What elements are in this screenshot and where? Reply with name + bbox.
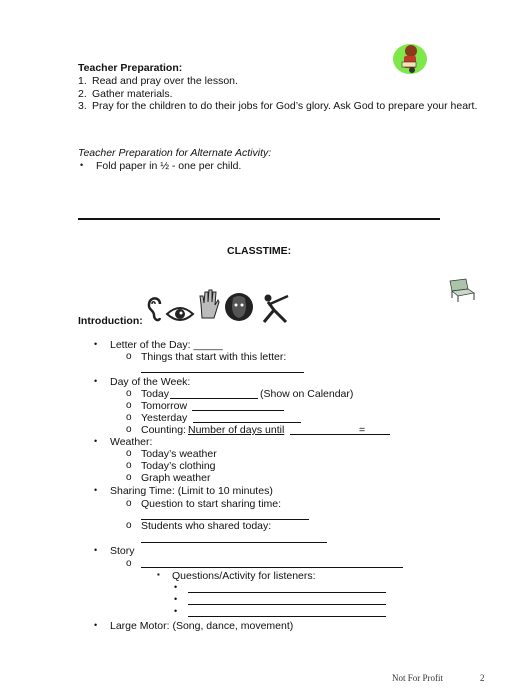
blank-line (188, 616, 386, 617)
sub-bullet-glyph: o (126, 424, 132, 435)
sharing-students: Students who shared today: (141, 520, 272, 532)
child-reading-clipart (392, 40, 428, 76)
sub-bullet-glyph: o (126, 460, 132, 471)
today-note: (Show on Calendar) (260, 388, 354, 400)
teacher-prep-item: 3. Pray for the children to do their jobs for God’s glory. Ask God to prepare your heart. (78, 100, 478, 112)
sub-bullet-glyph: o (126, 520, 132, 531)
blank-line (141, 567, 403, 568)
blank-line (290, 434, 390, 435)
today-label: Today (141, 388, 170, 400)
alt-prep-item: Fold paper in ½ - one per child. (96, 160, 242, 172)
blank-line (170, 398, 258, 399)
weather-item: Today’s clothing (141, 460, 216, 472)
weather-label: Weather: (110, 436, 153, 448)
bullet-glyph: • (94, 339, 98, 349)
sub-bullet-glyph: o (126, 448, 132, 459)
page-number: 2 (480, 673, 485, 683)
head-icon (224, 292, 254, 322)
ear-icon (146, 294, 164, 324)
story-label: Story (110, 545, 135, 557)
blank-line (141, 542, 327, 543)
large-motor: Large Motor: (Song, dance, movement) (110, 620, 294, 632)
counting-equals: = (359, 424, 366, 436)
blank-line (193, 422, 301, 423)
bullet-glyph: • (80, 160, 84, 170)
sub-bullet-glyph: o (126, 558, 132, 569)
sub-bullet-glyph: o (126, 412, 132, 423)
bullet-glyph: • (174, 594, 178, 604)
footer-text: Not For Profit (392, 673, 444, 683)
introduction-label: Introduction: (78, 315, 143, 327)
blank-line (188, 592, 386, 593)
letter-of-day: Letter of the Day: _____ (110, 339, 223, 351)
alt-prep-heading: Teacher Preparation for Alternate Activity: (78, 147, 272, 159)
letter-sub: Things that start with this letter: (141, 351, 287, 363)
bullet-glyph: • (94, 436, 98, 446)
sub-bullet-glyph: o (126, 498, 132, 509)
yesterday-label: Yesterday (141, 412, 188, 424)
weather-item: Graph weather (141, 472, 211, 484)
hand-icon (198, 288, 220, 320)
bullet-glyph: • (174, 606, 178, 616)
teacher-prep-item: 1. Read and pray over the lesson. (78, 75, 238, 87)
weather-item: Today’s weather (141, 448, 217, 460)
bullet-glyph: • (94, 485, 98, 495)
sub-bullet-glyph: o (126, 351, 132, 362)
questions-label: Questions/Activity for listeners: (172, 570, 316, 582)
teacher-prep-item: 2. Gather materials. (78, 88, 173, 100)
body-icon (258, 292, 292, 324)
bullet-glyph: • (94, 376, 98, 386)
bullet-glyph: • (94, 620, 98, 630)
teacher-prep-heading: Teacher Preparation: (78, 62, 183, 74)
eye-icon (166, 304, 194, 324)
tomorrow-label: Tomorrow (141, 400, 188, 412)
blank-line (141, 372, 304, 373)
counting-prefix: Counting: (141, 424, 186, 436)
counting-text: Number of days until (188, 424, 285, 436)
section-divider (78, 218, 440, 220)
square-bullet-glyph: ▪ (157, 570, 160, 579)
sub-bullet-glyph: o (126, 400, 132, 411)
blank-line (188, 604, 386, 605)
blank-line (192, 410, 284, 411)
classtime-heading: CLASSTIME: (227, 245, 292, 257)
day-of-week: Day of the Week: (110, 376, 191, 388)
bullet-glyph: • (174, 582, 178, 592)
desk-icon (446, 277, 476, 303)
bullet-glyph: • (94, 545, 98, 555)
sharing-time: Sharing Time: (Limit to 10 minutes) (110, 485, 273, 497)
sharing-question: Question to start sharing time: (141, 498, 282, 510)
sub-bullet-glyph: o (126, 472, 132, 483)
sub-bullet-glyph: o (126, 388, 132, 399)
